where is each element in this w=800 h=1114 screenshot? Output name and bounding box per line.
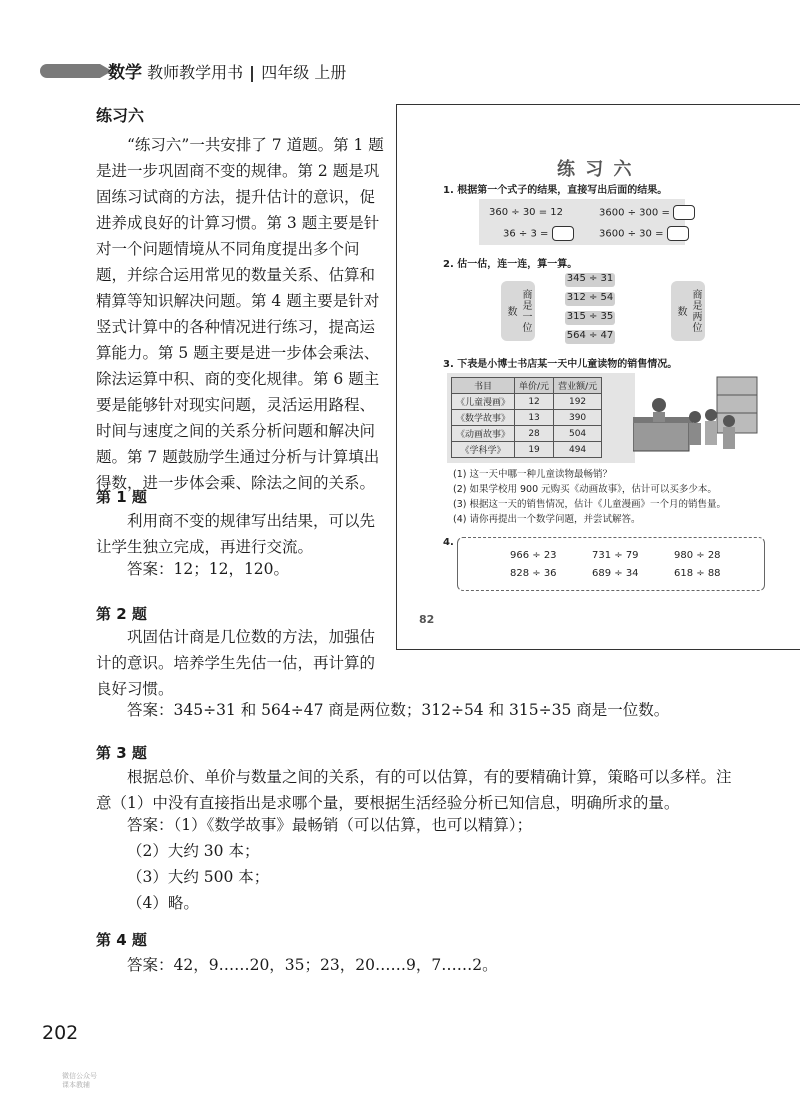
ex3-question: (4) 请你再提出一个数学问题，并尝试解答。	[453, 514, 641, 525]
q3-title: 第 3 题	[96, 744, 147, 762]
table-cell: 12	[515, 394, 554, 410]
table-row	[452, 394, 602, 410]
ex1-eq-c	[503, 226, 574, 241]
q2-text: 巩固估计商是几位数的方法，加强估计的意识。培养学生先估一估，再计算的良好习惯。	[96, 628, 376, 698]
q4-answer: 答案：42，9……20，35；23，20……9，7……2。	[127, 956, 498, 974]
textbook-page-figure	[396, 104, 800, 650]
ex2-expression: 564 ÷ 47	[565, 330, 615, 344]
page-number: 202	[42, 1022, 79, 1044]
q2-answer: 答案：345÷31 和 564÷47 商是两位数；312÷54 和 315÷35 商是一位数。	[127, 701, 670, 719]
ex4-expression: 618 ÷ 88	[674, 568, 721, 579]
header-volume: 上册	[314, 63, 347, 82]
table-row	[452, 426, 602, 442]
table-header-cell: 营业额/元	[554, 378, 602, 394]
ex2-right-label: 商是两位数	[671, 281, 705, 341]
section-title: 练习六	[96, 106, 145, 125]
table-cell: 28	[515, 426, 554, 442]
table-row	[452, 442, 602, 458]
watermark	[62, 1072, 97, 1090]
q4-title: 第 4 题	[96, 931, 147, 949]
q1-text: 利用商不变的规律写出结果，可以先让学生独立完成，再进行交流。	[96, 512, 376, 556]
table-row	[452, 410, 602, 426]
table-cell: 《数学故事》	[452, 410, 515, 426]
textbook-title: 练 习 六	[557, 159, 634, 180]
q3-answers	[127, 812, 532, 916]
q3-answer-line: （3）大约 500 本；	[127, 868, 270, 886]
ex4-label: 4.	[443, 537, 454, 548]
sales-table-panel	[447, 373, 635, 463]
watermark-line: 微信公众号	[62, 1072, 97, 1080]
running-header	[108, 58, 346, 83]
ex3-label: 3. 下表是小博士书店某一天中儿童读物的销售情况。	[443, 359, 678, 370]
table-cell: 504	[554, 426, 602, 442]
ex1-eq-d-text: 3600 ÷ 30 =	[599, 228, 664, 240]
ex1-eq-a: 360 ÷ 30 = 12	[489, 207, 564, 218]
header-book: 教师教学用书	[147, 63, 244, 82]
watermark-line: 课本教辅	[62, 1081, 90, 1089]
table-cell: 494	[554, 442, 602, 458]
q3-answer-line: （2）大约 30 本；	[127, 842, 260, 860]
table-cell: 192	[554, 394, 602, 410]
ex3-questions	[453, 467, 726, 527]
ex2-label: 2. 估一估，连一连，算一算。	[443, 259, 578, 270]
textbook-page-number: 82	[419, 613, 435, 626]
table-cell: 390	[554, 410, 602, 426]
intro-paragraph: “练习六”一共安排了 7 道题。第 1 题是进一步巩固商不变的规律。第 2 题是巩固练习试商的方法，提升估计的意识，促进养成良好的计算习惯。第 3 题主要是针对一个问题情境从不同角度提出多个问题，并综合运用常见的数量关系、估算和精算等知识解决问题。第 4 题主要是针对竖式计算中的各种情况进行练习，提高运算能力。第 5 题主要是进一步体会乘法、除法运算中积、商的变化规律。第 6 题主要是能够针对现实问题，灵活运用路程、时间与速度之间的关系分析问题和解决问题。第 7 题鼓励学生通过分析与计算填出得数，进一步体会乘、除法之间的关系。	[96, 136, 384, 492]
ex1-eq-c-text: 36 ÷ 3 =	[503, 228, 549, 240]
table-cell: 《儿童漫画》	[452, 394, 515, 410]
answer-box	[673, 205, 695, 220]
ex4-expression: 966 ÷ 23	[510, 550, 557, 561]
ex4-expression: 689 ÷ 34	[592, 568, 639, 579]
header-tab-decoration	[40, 64, 100, 78]
table-cell: 19	[515, 442, 554, 458]
ex1-eq-b-text: 3600 ÷ 300 =	[599, 207, 670, 219]
bookstore-illustration	[633, 375, 763, 461]
ex1-eq-b	[599, 205, 695, 220]
header-grade: 四年级	[261, 63, 310, 82]
ex2-expression: 315 ÷ 35	[565, 311, 615, 325]
ex2-expression: 345 ÷ 31	[565, 273, 615, 287]
table-header-cell: 书目	[452, 378, 515, 394]
header-divider	[251, 66, 253, 82]
q2-title: 第 2 题	[96, 605, 147, 623]
q1-title: 第 1 题	[96, 488, 147, 506]
ex4-expression: 731 ÷ 79	[592, 550, 639, 561]
ex1-label: 1. 根据第一个式子的结果，直接写出后面的结果。	[443, 185, 668, 196]
q3-answer-line: （4）略。	[127, 894, 199, 912]
q1-answer: 答案：12；12，120。	[127, 560, 290, 578]
table-cell: 《动画故事》	[452, 426, 515, 442]
ex2-left-label: 商是一位数	[501, 281, 535, 341]
q3-text: 根据总价、单价与数量之间的关系，有的可以估算，有的要精确计算，策略可以多样。注意（1）中没有直接指出是求哪个量，要根据生活经验分析已知信息，明确所求的量。	[96, 768, 732, 812]
ex1-eq-d	[599, 226, 689, 241]
ex3-question: (1) 这一天中哪一种儿童读物最畅销？	[453, 469, 612, 480]
ex4-expression: 828 ÷ 36	[510, 568, 557, 579]
table-header-row	[452, 378, 602, 394]
header-subject: 数学	[108, 63, 142, 83]
answer-box	[667, 226, 689, 241]
sales-table	[451, 377, 602, 458]
table-header-cell: 单价/元	[515, 378, 554, 394]
ex3-question: (3) 根据这一天的销售情况，估计《儿童漫画》一个月的销售量。	[453, 499, 726, 510]
ex2-expression: 312 ÷ 54	[565, 292, 615, 306]
q3-answer-line: 答案：（1）《数学故事》最畅销（可以估算，也可以精算）；	[127, 816, 533, 834]
ex4-panel	[457, 537, 765, 591]
table-cell: 《学科学》	[452, 442, 515, 458]
table-cell: 13	[515, 410, 554, 426]
ex4-expression: 980 ÷ 28	[674, 550, 721, 561]
answer-box	[552, 226, 574, 241]
ex3-question: (2) 如果学校用 900 元购买《动画故事》，估计可以买多少本。	[453, 484, 717, 495]
ex1-panel	[479, 199, 685, 245]
